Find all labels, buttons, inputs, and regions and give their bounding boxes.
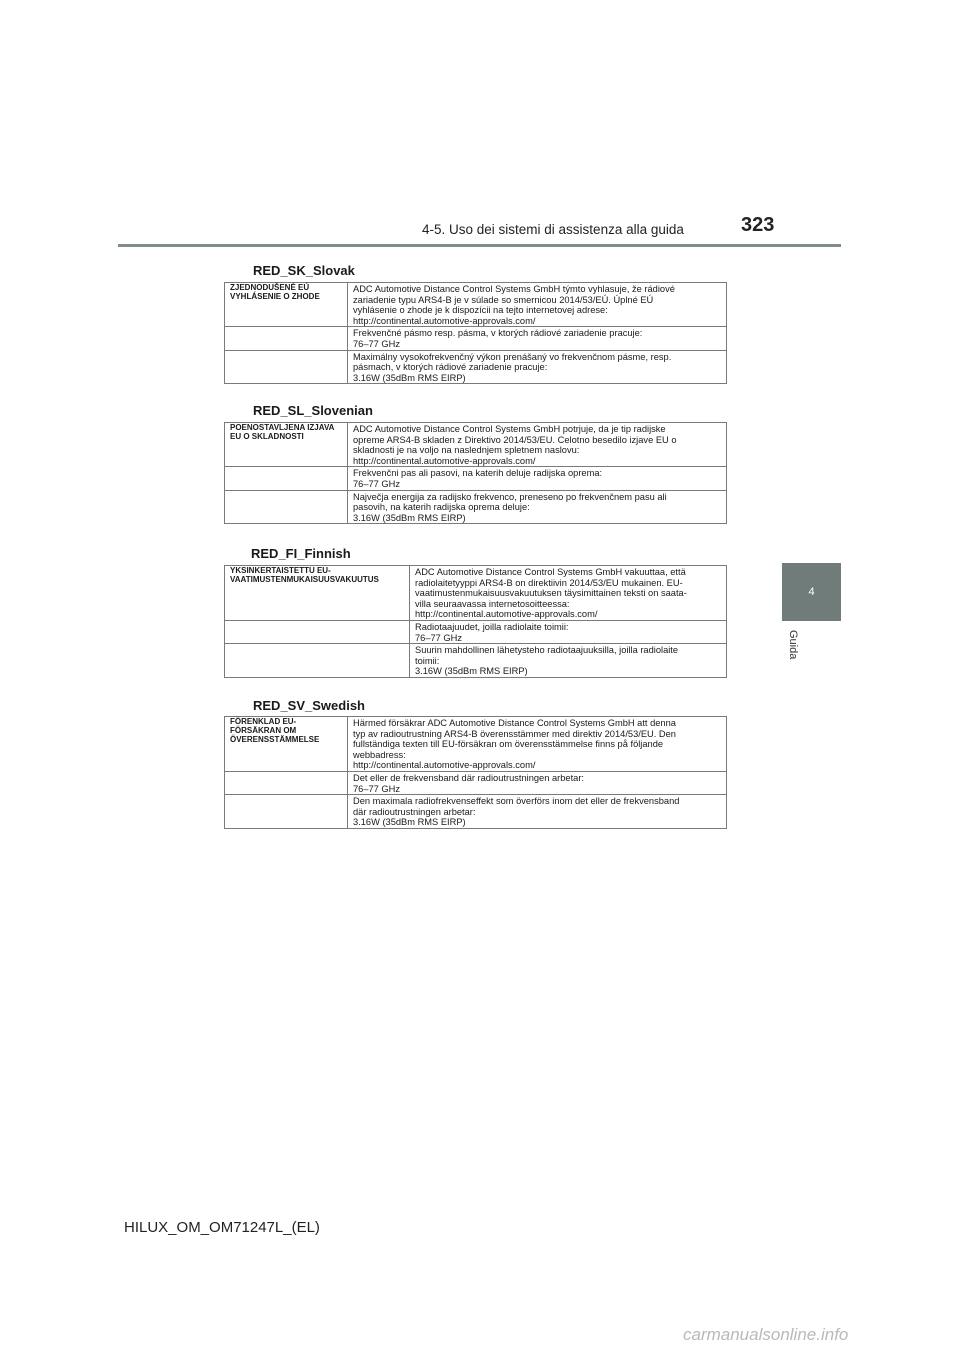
section-heading-slovak: RED_SK_Slovak (253, 263, 355, 278)
chapter-number: 4 (808, 586, 815, 598)
text-line: 76–77 GHz (353, 783, 401, 794)
text-line: opreme ARS4-B skladen z Direktivo 2014/53/EU. Celotno besedilo izjave EU o (353, 434, 677, 445)
watermark-text: carmanualsonline.info (683, 1325, 849, 1344)
text-line: 3.16W (35dBm RMS EIRP) (415, 666, 528, 677)
page-section-title: 4-5. Uso dei sistemi di assistenza alla guida (422, 222, 684, 237)
declaration-table-finnish (224, 565, 727, 678)
section-heading-slovenian: RED_SL_Slovenian (253, 403, 373, 418)
frequency-band-text (348, 771, 727, 794)
url-text: http://continental.automotive-approvals.com/ (353, 315, 536, 326)
text-line: 3.16W (35dBm RMS EIRP) (353, 512, 466, 523)
text-line: toimii: (415, 655, 440, 666)
declaration-table-slovenian (224, 422, 727, 524)
url-text: http://continental.automotive-approvals.com/ (353, 455, 536, 466)
empty-cell (225, 467, 348, 490)
text-line: ADC Automotive Distance Control Systems GmbH potrjuje, da je tip radijske (353, 424, 666, 434)
declaration-label: ZJEDNODUŠENÉ EÚ VYHLÁSENIE O ZHODE (225, 283, 348, 327)
table-row (225, 620, 727, 643)
chapter-side-label (787, 630, 801, 670)
empty-cell (225, 350, 348, 384)
text-line: 76–77 GHz (353, 338, 401, 349)
declaration-text (348, 423, 727, 467)
section-heading-swedish: RED_SV_Swedish (253, 698, 365, 713)
text-line: Največja energija za radijsko frekvenco, preneseno po frekvenčnem pasu ali (353, 491, 667, 502)
url-text: http://continental.automotive-approvals.com/ (353, 760, 536, 771)
declaration-text (348, 717, 727, 772)
frequency-band-text (348, 327, 727, 350)
text-line: skladnosti je na voljo na naslednjem spletnem naslovu: (353, 445, 580, 456)
text-line: Frekvenčné pásmo resp. pásma, v ktorých rádiové zariadenie pracuje: (353, 328, 643, 339)
text-line: Den maximala radiofrekvenseffekt som överförs inom det eller de frekvensband (353, 796, 680, 807)
text-line: villa seuraavassa internetosoitteessa: (415, 598, 570, 609)
text-line: vaatimustenmukaisuusvakuutuksen täysimittainen teksti on saata- (415, 588, 687, 599)
empty-cell (225, 327, 348, 350)
page-number: 323 (741, 214, 775, 236)
chapter-label-text: Guida (787, 630, 799, 660)
url-text: http://continental.automotive-approvals.com/ (415, 609, 598, 620)
table-row (225, 566, 727, 621)
chapter-tab (782, 563, 841, 621)
text-line: Härmed försäkrar ADC Automotive Distance Control Systems GmbH att denna (353, 718, 676, 728)
frequency-band-text (410, 620, 727, 643)
text-line: 76–77 GHz (415, 632, 463, 643)
max-power-text (410, 644, 727, 678)
text-line: typ av radioutrustning ARS4-B överensstämmer med direktiv 2014/53/EU. Den (353, 728, 676, 739)
table-row (225, 795, 727, 829)
text-line: vyhlásenie o zhode je k dispozícii na tejto internetovej adrese: (353, 305, 608, 316)
table-row (225, 327, 727, 350)
text-line: zariadenie typu ARS4-B je v súlade so smernicou 2014/53/EÚ. Úplné EÚ (353, 294, 654, 305)
max-power-text (348, 795, 727, 829)
text-line: 76–77 GHz (353, 478, 401, 489)
table-row (225, 350, 727, 384)
text-line: Frekvenčni pas ali pasovi, na katerih deluje radijska oprema: (353, 468, 603, 479)
declaration-label: POENOSTAVLJENA IZJAVA EU O SKLADNOSTI (225, 423, 348, 467)
text-line: fullständiga texten till EU-försäkran om överensstämmelse finns på följande (353, 739, 664, 750)
table-row (225, 467, 727, 490)
text-line: 3.16W (35dBm RMS EIRP) (353, 817, 466, 828)
text-line: Maximálny vysokofrekvenčný výkon prenášaný vo frekvenčnom pásme, resp. (353, 351, 672, 362)
text-line: Radiotaajuudet, joilla radiolaite toimii: (415, 621, 569, 632)
table-row (225, 644, 727, 678)
max-power-text (348, 490, 727, 524)
table-row (225, 771, 727, 794)
max-power-text (348, 350, 727, 384)
declaration-label: FÖRENKLAD EU-FÖRSÄKRAN OM ÖVERENSSTÄMMELSE (225, 717, 348, 772)
text-line: Suurin mahdollinen lähetysteho radiotaajuuksilla, joilla radiolaite (415, 645, 679, 656)
section-heading-finnish: RED_FI_Finnish (251, 546, 351, 561)
declaration-table-swedish (224, 716, 727, 829)
empty-cell (225, 644, 410, 678)
table-row (225, 283, 727, 327)
frequency-band-text (348, 467, 727, 490)
declaration-table-slovak (224, 282, 727, 384)
text-line: ADC Automotive Distance Control Systems GmbH vakuuttaa, että (415, 567, 686, 577)
text-line: radiolaitetyyppi ARS4-B on direktiivin 2014/53/EU mukainen. EU- (415, 577, 683, 588)
text-line: Det eller de frekvensband där radioutrustningen arbetar: (353, 772, 585, 783)
text-line: där radioutrustningen arbetar: (353, 806, 476, 817)
empty-cell (225, 620, 410, 643)
header-divider (118, 244, 841, 247)
declaration-text (410, 566, 727, 621)
text-line: webbadress: (353, 749, 406, 760)
text-line: ADC Automotive Distance Control Systems GmbH týmto vyhlasuje, že rádiové (353, 284, 675, 294)
empty-cell (225, 490, 348, 524)
declaration-label: YKSINKERTAISTETTU EU-VAATIMUSTENMUKAISUUSVAKUUTUS (225, 566, 410, 621)
table-row (225, 717, 727, 772)
empty-cell (225, 795, 348, 829)
text-line: 3.16W (35dBm RMS EIRP) (353, 372, 466, 383)
footer-model-code: HILUX_OM_OM71247L_(EL) (124, 1219, 320, 1236)
table-row (225, 423, 727, 467)
text-line: pásmach, v ktorých rádiové zariadenie pracuje: (353, 362, 548, 373)
declaration-text (348, 283, 727, 327)
text-line: pasovih, na katerih radijska oprema deluje: (353, 502, 530, 513)
empty-cell (225, 771, 348, 794)
table-row (225, 490, 727, 524)
